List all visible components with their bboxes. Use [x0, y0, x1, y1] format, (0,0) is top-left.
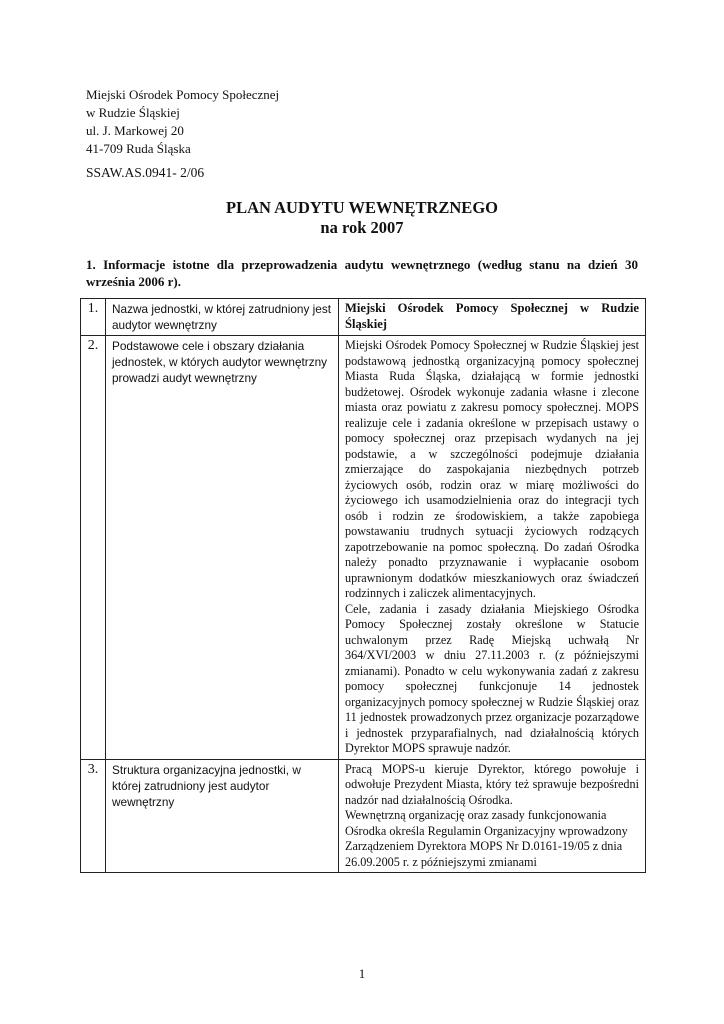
row-value-paragraph: Pracą MOPS-u kieruje Dyrektor, którego powołuje i odwołuje Prezydent Miasta, który też sprawuje bezpośredni nadzór nad działalnością Ośrodka.: [345, 761, 639, 807]
row-value-paragraph: Miejski Ośrodek Pomocy Społecznej w Rudzie Śląskiej: [345, 301, 639, 331]
audit-info-table: [80, 298, 646, 873]
table-row: [81, 336, 646, 760]
row-label: Nazwa jednostki, w której zatrudniony jest audytor wewnętrzny: [106, 299, 339, 336]
document-title: PLAN AUDYTU WEWNĘTRZNEGO: [226, 198, 498, 217]
table-row: [81, 759, 646, 873]
section-heading: 1. Informacje istotne dla przeprowadzenia audytu wewnętrznego (według stanu na dzień 30 września 2006 r).: [86, 257, 638, 289]
row-value: [339, 336, 646, 760]
address-line-1: Miejski Ośrodek Pomocy Społecznej: [86, 87, 280, 102]
row-value: [339, 299, 646, 336]
row-value-paragraph: Cele, zadania i zasady działania Miejskiego Ośrodka Pomocy Społecznej zostały określone w Statucie uchwalonym przez Radę Miejską uchwałą Nr 364/XVI/2003 w dniu 27.11.2003 r. (z późniejszymi zmianami). Ponadto w celu wykonywania zadań z zakresu pomocy społecznej funkcjonuje 14 jednostek organizacyjnych pomocy społecznej w Rudzie Śląskiej oraz 11 jednostek prowadzonych przez organizacje pozarządowe i jednostek przyparafialnych, nad działalnością których Dyrektor MOPS sprawuje nadzór.: [345, 601, 639, 755]
row-number: 3.: [81, 759, 106, 873]
row-value: [339, 759, 646, 873]
row-number: 1.: [81, 299, 106, 336]
document-subtitle: na rok 2007: [320, 218, 404, 237]
row-value-paragraph: Miejski Ośrodek Pomocy Społecznej w Rudzie Śląskiej jest podstawową jednostką organizacyjną pomocy społecznej Miasta Ruda Śląska, działającą w formie jednostki budżetowej. Ośrodek wykonuje zadania własne i zlecone miasta oraz powiatu z zakresu pomocy społecznej. MOPS realizuje cele i zadania określone w przepisach ustawy o pomocy społecznej oraz przepisach wydanych na jej podstawie, a w szczególności podejmuje działania zmierzające do zaspokajania niezbędnych potrzeb życiowych osób, rodzin oraz w miarę możliwości do życiowego ich usamodzielnienia oraz do integracji tych osób i rodzin ze środowiskiem, a także zapobiega powstawaniu trudnych sytuacji życiowych rodzących zapotrzebowanie na pomoc społeczną. Do zadań Ośrodka należy ponadto przyznawanie i wypłacanie osobom uprawnionym dodatków mieszkaniowych oraz świadczeń rodzinnych i zaliczek alimentacyjnych.: [345, 338, 639, 600]
row-label: Podstawowe cele i obszary działania jednostek, w których audytor wewnętrzny prowadzi audyt wewnętrzny: [106, 336, 339, 760]
reference-number: SSAW.AS.0941- 2/06: [86, 165, 205, 180]
table-row: [81, 299, 646, 336]
address-line-3: ul. J. Markowej 20: [86, 123, 184, 138]
address-line-2: w Rudzie Śląskiej: [86, 105, 180, 120]
institution-address: [86, 86, 279, 158]
row-number: 2.: [81, 336, 106, 760]
row-value-paragraph: Wewnętrzną organizację oraz zasady funkcjonowania Ośrodka określa Regulamin Organizacyjny wprowadzony Zarządzeniem Dyrektora MOPS Nr D.0161-19/05 z dnia 26.09.2005 r. z późniejszymi zmianami: [345, 808, 628, 869]
row-label: Struktura organizacyjna jednostki, w której zatrudniony jest audytor wewnętrzny: [106, 759, 339, 873]
page-number: 1: [358, 966, 366, 981]
address-line-4: 41-709 Ruda Śląska: [86, 141, 191, 156]
